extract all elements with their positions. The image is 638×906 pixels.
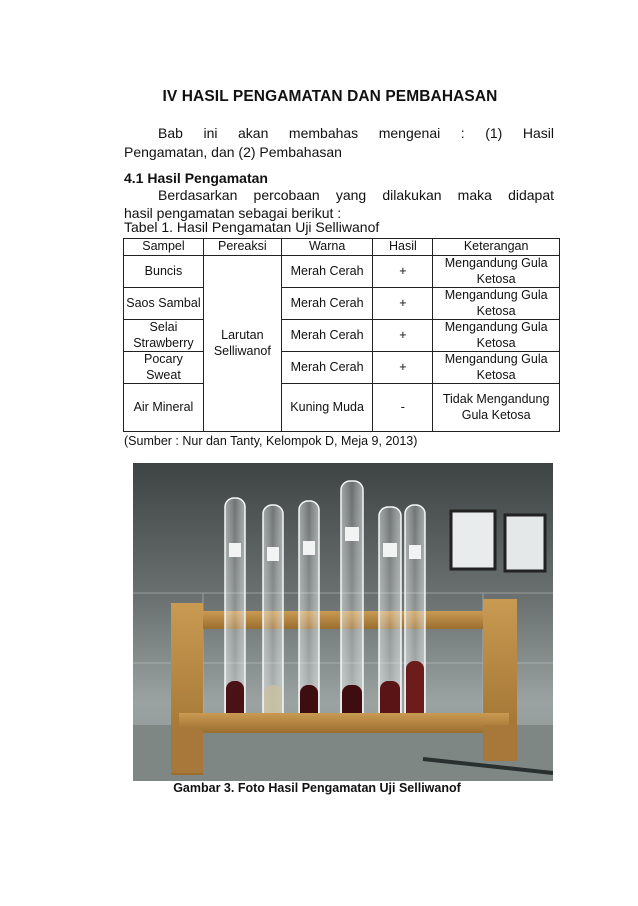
intro-line-2: Pengamatan, dan (2) Pembahasan [124, 144, 342, 160]
header-reagent: Pereaksi [203, 239, 281, 256]
cell-note: Mengandung Gula Ketosa [433, 256, 560, 288]
cell-note: Mengandung Gula Ketosa [433, 320, 560, 352]
header-note: Keterangan [433, 239, 560, 256]
cell-result: + [373, 256, 433, 288]
cell-sample: Selai Strawberry [124, 320, 204, 352]
cell-note: Mengandung Gula Ketosa [433, 288, 560, 320]
cell-reagent: Larutan Selliwanof [203, 256, 281, 432]
figure-caption: Gambar 3. Foto Hasil Pengamatan Uji Selliwanof [173, 781, 461, 795]
cell-color: Merah Cerah [281, 320, 373, 352]
cell-result: + [373, 352, 433, 384]
header-color: Warna [281, 239, 373, 256]
cell-sample: Air Mineral [124, 384, 204, 432]
cell-result: - [373, 384, 433, 432]
cell-result: + [373, 320, 433, 352]
cell-note: Mengandung Gula Ketosa [433, 352, 560, 384]
cell-result: + [373, 288, 433, 320]
test-tubes-photo [133, 463, 553, 781]
table-row [124, 256, 560, 288]
header-result: Hasil [373, 239, 433, 256]
table-row [124, 384, 560, 432]
test-tube-6 [405, 505, 425, 723]
cell-sample: Saos Sambal [124, 288, 204, 320]
section-heading: 4.1 Hasil Pengamatan [124, 170, 268, 186]
test-tube-4 [341, 481, 363, 723]
chapter-heading: IV HASIL PENGAMATAN DAN PEMBAHASAN [162, 88, 498, 105]
table-header-row [124, 239, 560, 256]
test-tube-1 [225, 498, 245, 723]
table-caption: Tabel 1. Hasil Pengamatan Uji Selliwanof [124, 219, 380, 235]
cell-sample: Pocary Sweat [124, 352, 204, 384]
test-tube-5 [379, 507, 401, 723]
intro-line-1: Bab ini akan membahas mengenai : (1) Hasil [158, 125, 554, 141]
cell-color: Merah Cerah [281, 288, 373, 320]
cell-color: Merah Cerah [281, 256, 373, 288]
table-row [124, 352, 560, 384]
cell-color: Merah Cerah [281, 352, 373, 384]
table-source: (Sumber : Nur dan Tanty, Kelompok D, Meja 9, 2013) [124, 434, 418, 448]
table-row [124, 320, 560, 352]
section-line-2: hasil pengamatan sebagai berikut : [124, 205, 342, 221]
test-tube-2 [263, 505, 283, 723]
section-line-1: Berdasarkan percobaan yang dilakukan maka didapat [158, 187, 554, 203]
cell-note: Tidak Mengandung Gula Ketosa [433, 384, 560, 432]
test-tube-3 [299, 501, 319, 723]
cell-color: Kuning Muda [281, 384, 373, 432]
observation-table [123, 238, 560, 432]
cell-sample: Buncis [124, 256, 204, 288]
table-row [124, 288, 560, 320]
header-sample: Sampel [124, 239, 204, 256]
